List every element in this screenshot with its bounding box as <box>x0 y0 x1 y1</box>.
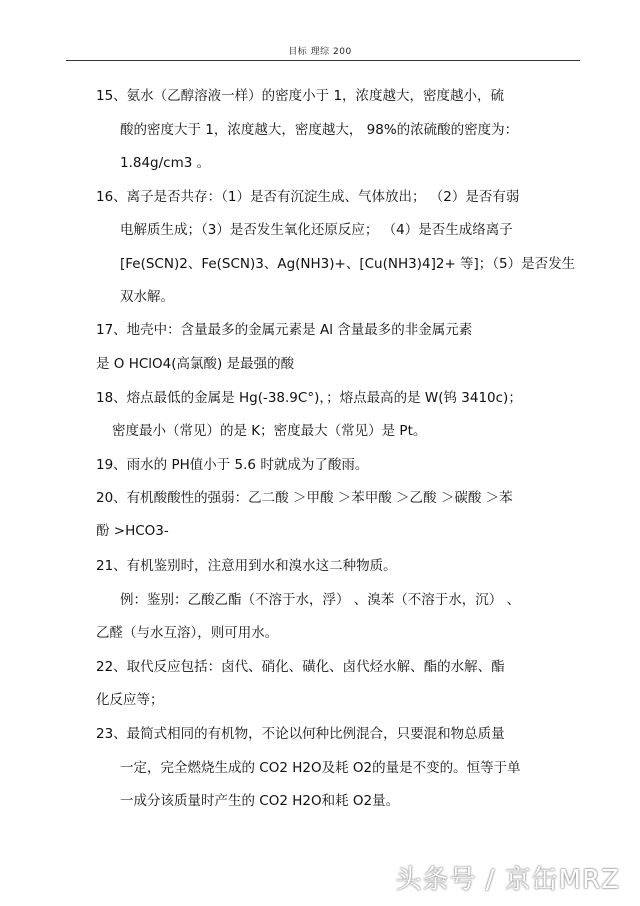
header-divider <box>66 60 580 61</box>
page-header: 目标 理综 200 <box>288 47 352 57</box>
text-line: 乙醛（与水互溶），则可用水。 <box>96 625 279 641</box>
text-line: 16、离子是否共存：（1）是否有沉淀生成、气体放出； （2）是否有弱 <box>96 189 520 205</box>
text-line: 23、最简式相同的有机物，不论以何种比例混合，只要混和物总质量 <box>96 726 505 742</box>
text-line: 20、有机酸酸性的强弱：乙二酸 ＞甲酸 ＞苯甲酸 ＞乙酸 ＞碳酸 ＞苯 <box>96 490 513 506</box>
text-line: 一成分该质量时产生的 CO2 H2O和耗 O2量。 <box>120 793 400 809</box>
watermark: 头条号 / 京缶MRZ <box>395 865 620 895</box>
text-line: 双水解。 <box>120 289 174 305</box>
text-line: 22、取代反应包括：卤代、硝化、磺化、卤代烃水解、酯的水解、酯 <box>96 659 505 675</box>
text-line: 化反应等； <box>96 692 164 708</box>
text-line: 17、地壳中：含量最多的金属元素是 Al 含量最多的非金属元素 <box>96 322 473 338</box>
text-line: 一定，完全燃烧生成的 CO2 H2O及耗 O2的量是不变的。恒等于单 <box>120 760 521 776</box>
text-line: 酸的密度大于 1，浓度越大，密度越大， 98%的浓硫酸的密度为： <box>120 122 519 138</box>
text-line: 是 O HClO4(高氯酸) 是最强的酸 <box>96 356 295 372</box>
text-line: 18、熔点最低的金属是 Hg(-38.9C°)，；熔点最高的是 W(钨 3410c)； <box>96 390 522 406</box>
text-line: 19、雨水的 PH值小于 5.6 时就成为了酸雨。 <box>96 457 369 473</box>
text-line: 15、氨水（乙醇溶液一样）的密度小于 1，浓度越大，密度越小，硫 <box>96 88 505 104</box>
text-line: 21、有机鉴别时，注意用到水和溴水这二种物质。 <box>96 558 397 574</box>
text-line: 电解质生成；（3）是否发生氧化还原反应； （4）是否生成络离子 <box>120 222 513 238</box>
text-line: 1.84g/cm3 。 <box>120 155 211 171</box>
text-line: 酚 >HCO3- <box>96 523 169 539</box>
text-line: [Fe(SCN)2、Fe(SCN)3、Ag(NH3)+、[Cu(NH3)4]2+ 等]；（5）是否发生 <box>120 256 576 272</box>
text-line: 例：鉴别：乙酸乙酯（不溶于水，浮） 、溴苯（不溶于水，沉） 、 <box>120 592 521 608</box>
text-line: 密度最小（常见）的是 K；密度最大（常见）是 Pt。 <box>112 423 427 439</box>
